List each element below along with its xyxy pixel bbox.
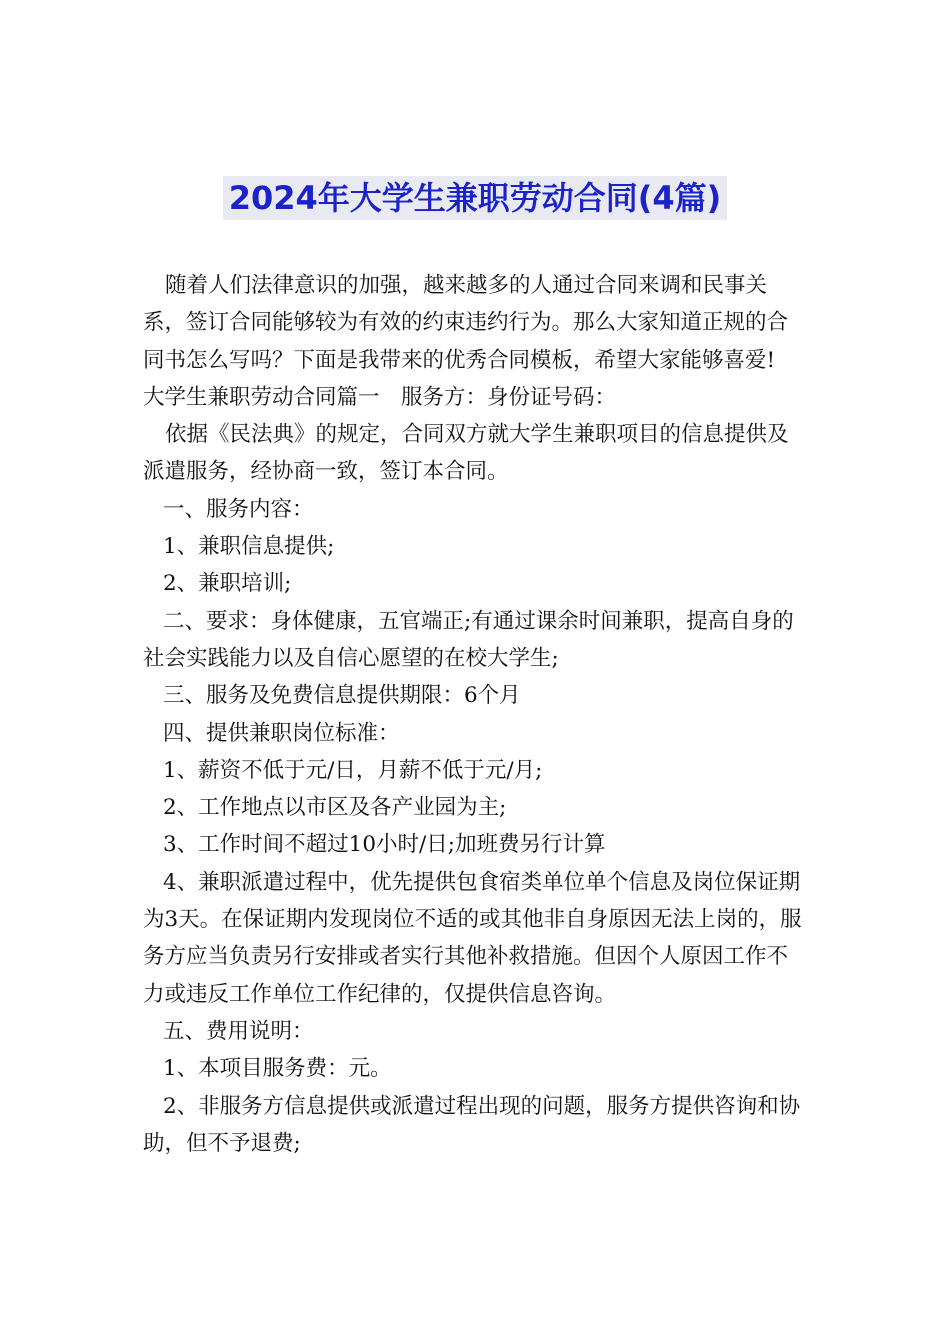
paragraph: 4、兼职派遣过程中，优先提供包食宿类单位单个信息及岗位保证期为3天。在保证期内发现岗位不适的或其他非自身原因无法上岗的，服务方应当负责另行安排或者实行其他补救措施。但因个人原因工作不力或违反工作单位工作纪律的，仅提供信息咨询。 (143, 869, 802, 1007)
paragraph: 2、工作地点以市区及各产业园为主; (163, 795, 507, 821)
paragraph: 五、费用说明： (163, 1018, 314, 1044)
paragraph: 一、服务内容： (163, 496, 314, 522)
paragraph: 依据《民法典》的规定，合同双方就大学生兼职项目的信息提供及派遣服务，经协商一致，签订本合同。 (143, 422, 789, 485)
document-body (143, 267, 808, 1162)
paragraph: 随着人们法律意识的加强，越来越多的人通过合同来调和民事关系，签订合同能够较为有效的约束违约行为。那么大家知道正规的合同书怎么写吗？下面是我带来的优秀合同模板，希望大家能够喜爱! (143, 273, 789, 373)
title-container (0, 176, 950, 220)
paragraph: 1、薪资不低于元/日，月薪不低于元/月; (163, 757, 543, 783)
paragraph: 3、工作时间不超过10小时/日;加班费另行计算 (163, 832, 606, 858)
paragraph: 2、兼职培训; (163, 571, 292, 597)
paragraph: 二、要求：身体健康，五官端正;有通过课余时间兼职，提高自身的社会实践能力以及自信心愿望的在校大学生; (143, 608, 794, 671)
paragraph: 三、服务及免费信息提供期限：6个月 (163, 683, 521, 709)
paragraph: 四、提供兼职岗位标准： (163, 720, 400, 746)
paragraph: 2、非服务方信息提供或派遣过程出现的问题，服务方提供咨询和协助，但不予退费; (143, 1093, 801, 1156)
paragraph: 1、本项目服务费：元。 (163, 1056, 392, 1082)
document-title: 2024年大学生兼职劳动合同(4篇) (223, 176, 728, 220)
paragraph: 1、兼职信息提供; (163, 534, 335, 560)
paragraph: 大学生兼职劳动合同篇一 服务方：身份证号码： (143, 384, 617, 410)
